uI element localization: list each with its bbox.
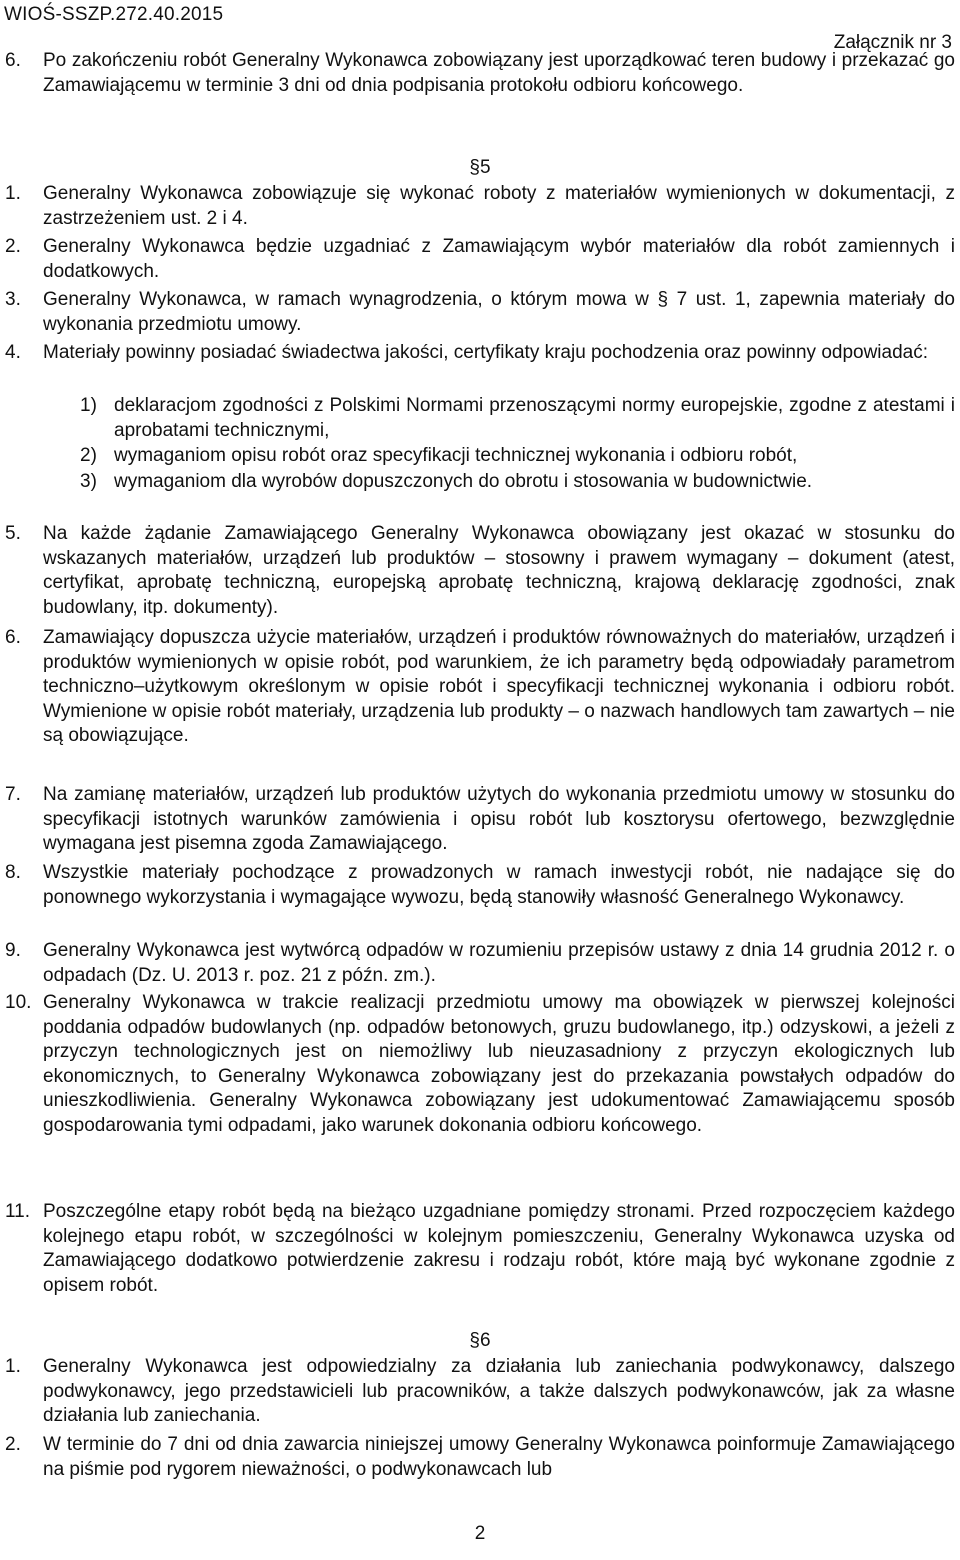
paragraph-item <box>5 626 955 749</box>
paragraph-item <box>5 522 955 620</box>
item-text: Zamawiający dopuszcza użycie materiałów, urządzeń i produktów równoważnych do materiałów, urządzeń i produktów wymienionych w opisie robót, pod warunkiem, że ich parametry będą odpowiadały parametrom techniczno–użytkowym określonym w opisie robót i specyfikacji technicznej wykonania i odbioru robót. Wymienione w opisie robót materiały, urządzenia lub produkty – o nazwach handlowych tam zawartych – nie są obowiązujące. <box>43 627 955 746</box>
item-number: 4. <box>5 342 21 363</box>
item-text: Generalny Wykonawca zobowiązuje się wykonać roboty z materiałów wymienionych w dokumentacji, z zastrzeżeniem ust. 2 i 4. <box>43 183 955 229</box>
annex-label: Załącznik nr 3 <box>833 32 952 53</box>
item-number: 2. <box>5 1434 21 1455</box>
sub-item-number: 3) <box>80 471 97 492</box>
document-reference: WIOŚ-SSZP.272.40.2015 <box>4 4 224 25</box>
item-text: Na każde żądanie Zamawiającego Generalny Wykonawca obowiązany jest okazać w stosunku do wskazanych materiałów, urządzeń lub produktów – stosowny i prawem wymagany – dokument (atest, certyfikat, aprobatę techniczną, europejską aprobatę techniczną, krajową deklarację zgodności, znak budowlany, itp. dokumenty). <box>43 523 955 618</box>
item-text: Generalny Wykonawca jest wytwórcą odpadów w rozumieniu przepisów ustawy z dnia 14 grudnia 2012 r. o odpadach (Dz. U. 2013 r. poz. 21 z późn. zm.). <box>43 940 955 986</box>
paragraph-item <box>5 49 955 98</box>
item-number: 6. <box>5 50 21 71</box>
item-text: Generalny Wykonawca jest odpowiedzialny za działania lub zaniechania podwykonawcy, dalszego podwykonawcy, jego przedstawicieli lub pracowników, a także dalszych podwykonawców, jak za własne działania lub zaniechania. <box>43 1356 955 1426</box>
paragraph-item <box>5 182 955 231</box>
paragraph-item <box>5 1433 955 1482</box>
paragraph-item <box>5 991 955 1138</box>
section-heading: §6 <box>469 1330 491 1351</box>
sub-item <box>80 444 955 469</box>
paragraph-item <box>5 861 955 910</box>
sub-item-text: wymaganiom dla wyrobów dopuszczonych do obrotu i stosowania w budownictwie. <box>114 471 813 492</box>
sub-item-text: wymaganiom opisu robót oraz specyfikacji technicznej wykonania i odbioru robót, <box>114 445 798 466</box>
item-number: 9. <box>5 940 21 961</box>
item-number: 10. <box>5 992 32 1013</box>
sub-item <box>80 470 955 495</box>
item-text: Generalny Wykonawca będzie uzgadniać z Zamawiającym wybór materiałów dla robót zamiennych i dodatkowych. <box>43 236 955 282</box>
item-number: 8. <box>5 862 21 883</box>
paragraph-item <box>5 783 955 857</box>
item-text: Poszczególne etapy robót będą na bieżąco uzgadniane pomiędzy stronami. Przed rozpoczęciem każdego kolejnego etapu robót, w szczególności w kolejnym pomieszczeniu, Generalny Wykonawca uzyska od Zamawiającego dodatkowo potwierdzenie zakresu i rodzaju robót, które mają być wykonane zgodnie z opisem robót. <box>43 1201 955 1296</box>
item-text: Po zakończeniu robót Generalny Wykonawca zobowiązany jest uporządkować teren budowy i przekazać go Zamawiającemu w terminie 3 dni od dnia podpisania protokołu odbioru końcowego. <box>43 50 955 96</box>
item-text: Na zamianę materiałów, urządzeń lub produktów użytych do wykonania przedmiotu umowy w stosunku do specyfikacji istotnych warunków zamówienia i opisu robót lub kosztorysu ofertowego, bezwzględnie wymagana jest pisemna zgoda Zamawiającego. <box>43 784 955 854</box>
page-number: 2 <box>474 1523 486 1544</box>
item-text: Wszystkie materiały pochodzące z prowadzonych w ramach inwestycji robót, nie nadające się do ponownego wykorzystania i wymagające wywozu, będą stanowiły własność Generalnego Wykonawcy. <box>43 862 955 908</box>
paragraph-item <box>5 1200 955 1298</box>
item-text: Generalny Wykonawca, w ramach wynagrodzenia, o którym mowa w § 7 ust. 1, zapewnia materiały do wykonania przedmiotu umowy. <box>43 289 955 335</box>
paragraph-item <box>5 939 955 988</box>
item-number: 11. <box>5 1201 31 1222</box>
sub-item-number: 1) <box>80 395 97 416</box>
item-number: 3. <box>5 289 21 310</box>
sub-item-number: 2) <box>80 445 97 466</box>
section-heading: §5 <box>469 157 491 178</box>
paragraph-item <box>5 1355 955 1429</box>
paragraph-item <box>5 341 955 366</box>
item-number: 2. <box>5 236 21 257</box>
item-number: 5. <box>5 523 21 544</box>
item-number: 6. <box>5 627 21 648</box>
paragraph-item <box>5 288 955 337</box>
item-text: Generalny Wykonawca w trakcie realizacji przedmiotu umowy ma obowiązek w pierwszej kolejności poddania odpadów budowlanych (np. odpadów betonowych, gruzu budowlanego, itp.) odzyskowi, a jeżeli z przyczyn technologicznych jest on niemożliwy lub nieuzasadniony z przyczyn ekologicznych lub ekonomicznych, to Generalny Wykonawca zobowiązany jest do przekazania powstałych odpadów do unieszkodliwienia. Generalny Wykonawca zobowiązany jest udokumentować Zamawiającemu sposób gospodarowania tymi odpadami, jako warunek dokonania odbioru końcowego. <box>43 992 955 1136</box>
item-text: W terminie do 7 dni od dnia zawarcia niniejszej umowy Generalny Wykonawca poinformuje Zamawiającego na piśmie pod rygorem nieważności, o podwykonawcach lub <box>43 1434 955 1480</box>
item-number: 1. <box>5 183 21 204</box>
paragraph-item <box>5 235 955 284</box>
item-number: 7. <box>5 784 21 805</box>
sub-item <box>80 394 955 443</box>
item-number: 1. <box>5 1356 21 1377</box>
item-text: Materiały powinny posiadać świadectwa jakości, certyfikaty kraju pochodzenia oraz powinny odpowiadać: <box>43 342 929 363</box>
sub-item-text: deklaracjom zgodności z Polskimi Normami przenoszącymi normy europejskie, zgodne z atestami i aprobatami technicznymi, <box>114 395 955 441</box>
